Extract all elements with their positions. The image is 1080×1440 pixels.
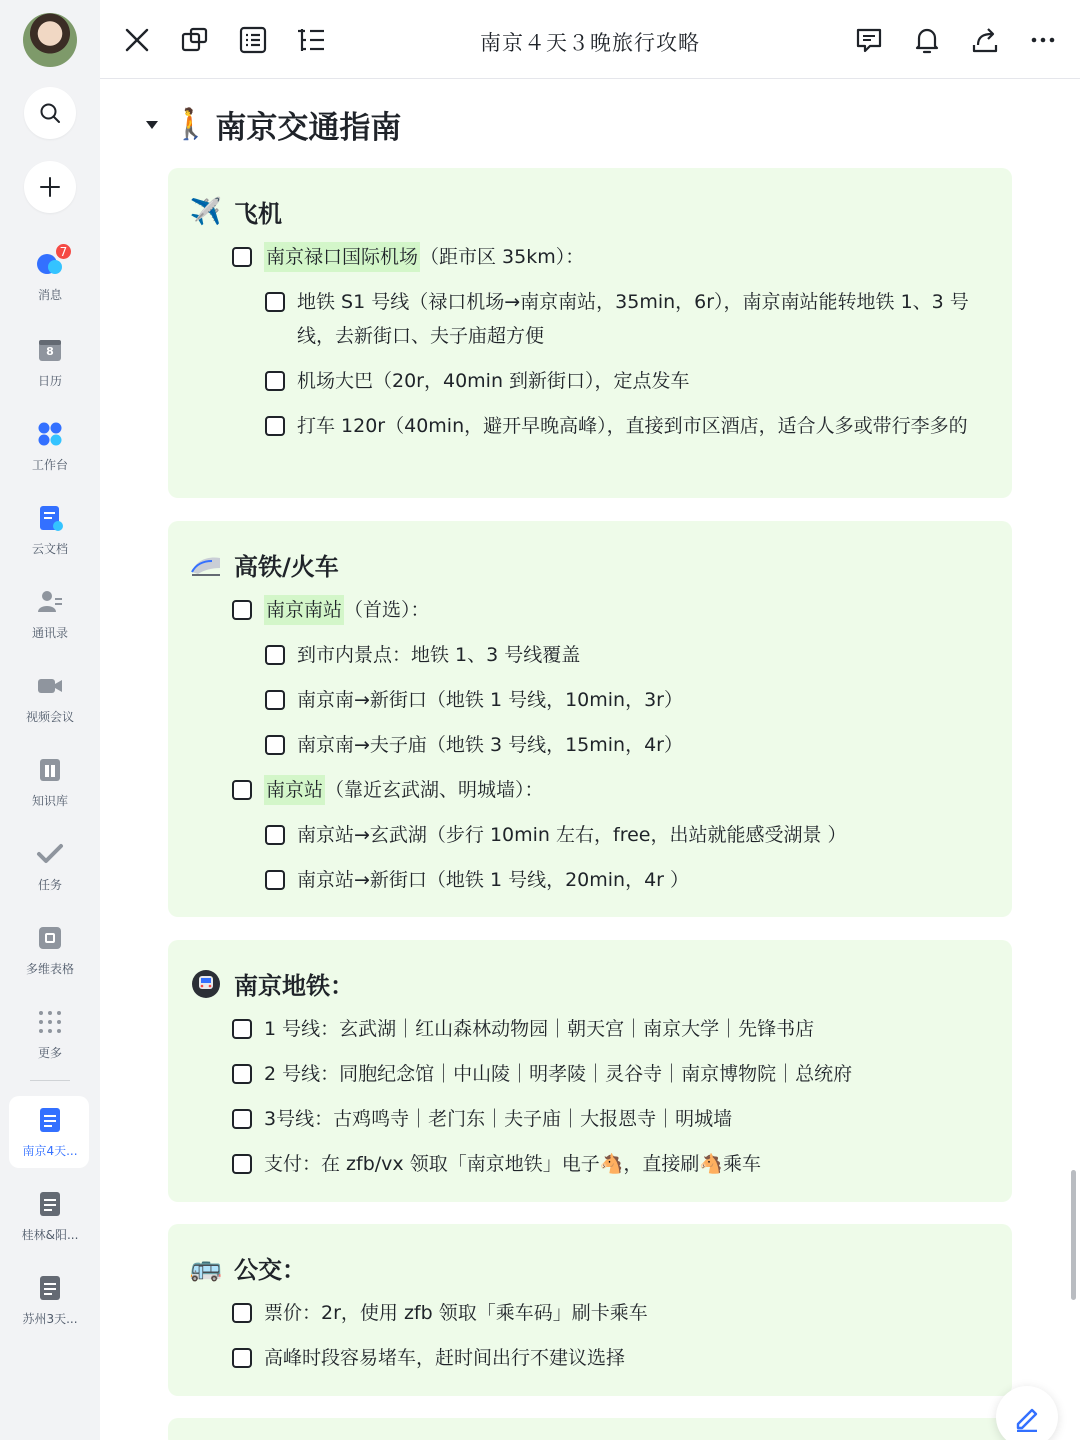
callout-title: 高铁/火车 <box>190 547 339 582</box>
bullet-train-icon <box>190 549 222 581</box>
video-camera-icon <box>36 672 64 700</box>
add-button[interactable] <box>24 161 76 213</box>
sidebar-item-tasks[interactable] <box>0 840 100 893</box>
sidebar-item-contacts[interactable] <box>0 588 100 641</box>
sidebar-item-messages[interactable] <box>0 244 100 303</box>
todo-checkbox[interactable] <box>265 371 285 391</box>
todo-checkbox[interactable] <box>265 690 285 710</box>
sidebar-item-more[interactable] <box>0 1008 100 1061</box>
todo-checkbox[interactable] <box>265 416 285 436</box>
todo-item: 到市内景点：地铁 1、3 号线覆盖 <box>265 638 995 672</box>
outline-button[interactable] <box>235 22 271 58</box>
sidebar-item-calendar[interactable] <box>0 336 100 389</box>
walking-person-icon: 🚶 <box>172 107 210 142</box>
pencil-icon <box>1012 1402 1042 1432</box>
close-icon <box>124 27 150 53</box>
todo-item: 2 号线：同胞纪念馆｜中山陵｜明孝陵｜灵谷寺｜南京博物院｜总统府 <box>232 1057 992 1091</box>
sidebar-item-docs[interactable] <box>0 504 100 557</box>
todo-checkbox[interactable] <box>232 1064 252 1084</box>
heading-text: 南京交通指南 <box>215 110 402 146</box>
sidebar-item-workplace[interactable] <box>0 420 100 473</box>
calendar-icon: 8 <box>36 336 64 364</box>
sidebar-item-wiki[interactable] <box>0 756 100 809</box>
sidebar-divider <box>30 1080 70 1081</box>
sidebar-item-label: 南京4天... <box>22 1144 78 1158</box>
new-window-icon <box>180 25 210 55</box>
sidebar-item-video-meeting[interactable] <box>0 672 100 725</box>
sidebar-item-label: 知识库 <box>31 794 68 808</box>
more-grid-icon <box>36 1008 64 1036</box>
todo-item: 3号线：古鸡鸣寺｜老门东｜夫子庙｜大报恩寺｜明城墙 <box>232 1102 992 1136</box>
sidebar-item-label: 多维表格 <box>25 962 74 976</box>
callout-title: 南京地铁： <box>190 966 354 1001</box>
todo-checkbox[interactable] <box>232 247 252 267</box>
todo-item: 支付：在 zfb/vx 领取「南京地铁」电子🐴，直接刷🐴乘车 <box>232 1147 992 1181</box>
sidebar-item-label: 桂林&阳... <box>21 1228 79 1242</box>
collapse-caret-icon[interactable] <box>146 121 158 129</box>
recent-doc-nanjing[interactable] <box>0 1106 100 1159</box>
todo-checkbox[interactable] <box>232 1154 252 1174</box>
recent-doc-guilin[interactable] <box>0 1190 100 1243</box>
document-body <box>100 80 1080 1440</box>
contacts-icon <box>36 588 64 616</box>
apps-grid-icon <box>36 420 64 448</box>
todo-checkbox[interactable] <box>265 825 285 845</box>
sidebar-item-label: 云文档 <box>31 542 68 556</box>
todo-checkbox[interactable] <box>265 870 285 890</box>
todo-item: 南京南→夫子庙（地铁 3 号线，15min，4r） <box>265 728 995 762</box>
document-icon <box>36 1190 64 1218</box>
ellipsis-icon <box>1028 25 1058 55</box>
todo-checkbox[interactable] <box>232 1109 252 1129</box>
todo-item: 南京站→新街口（地铁 1 号线，20min，4r ） <box>265 863 995 897</box>
unread-badge: 7 <box>54 242 73 261</box>
todo-item: 高峰时段容易堵车，赶时间出行不建议选择 <box>232 1341 992 1375</box>
sidebar-item-label: 任务 <box>37 878 62 892</box>
plus-icon <box>38 175 62 199</box>
airplane-icon: ✈️ <box>189 196 223 227</box>
todo-checkbox[interactable] <box>265 645 285 665</box>
todo-checkbox[interactable] <box>232 600 252 620</box>
comment-icon <box>854 25 884 55</box>
tree-list-icon <box>296 25 326 55</box>
search-button[interactable] <box>24 87 76 139</box>
todo-item: 机场大巴（20r，40min 到新街口），定点发车 <box>265 364 995 398</box>
todo-item: 南京南→新街口（地铁 1 号线，10min，3r） <box>265 683 995 717</box>
sidebar-item-label: 日历 <box>37 374 62 388</box>
new-window-button[interactable] <box>177 22 213 58</box>
todo-checkbox[interactable] <box>232 1019 252 1039</box>
edit-button[interactable] <box>996 1386 1058 1440</box>
callout-title: ✈️ 飞机 <box>189 196 282 228</box>
callout-title: 🚌 公交： <box>189 1252 306 1284</box>
callout-next <box>168 1418 1012 1440</box>
sidebar-item-label: 视频会议 <box>25 710 74 724</box>
recent-doc-suzhou[interactable] <box>0 1274 100 1327</box>
callout-bus <box>168 1224 1012 1396</box>
avatar[interactable] <box>23 13 77 67</box>
todo-item: 南京南站 （首选）： <box>232 593 992 627</box>
section-heading[interactable] <box>146 102 401 147</box>
todo-checkbox[interactable] <box>265 735 285 755</box>
todo-item: 打车 120r（40min，避开早晚高峰），直接到市区酒店，适合人多或带行李多的 <box>265 409 995 443</box>
check-icon <box>36 840 64 868</box>
list-view-icon <box>238 25 268 55</box>
top-toolbar <box>100 0 1080 79</box>
document-icon <box>36 1274 64 1302</box>
search-icon <box>38 101 62 125</box>
sidebar <box>0 0 100 1440</box>
knowledge-base-icon <box>36 756 64 784</box>
todo-item: 南京禄口国际机场 （距市区 35km）： <box>232 240 992 274</box>
scrollbar[interactable] <box>1071 1170 1076 1300</box>
comments-button[interactable] <box>851 22 887 58</box>
callout-metro <box>168 940 1012 1202</box>
table-of-contents-button[interactable] <box>293 22 329 58</box>
todo-checkbox[interactable] <box>265 292 285 312</box>
bus-icon: 🚌 <box>189 1252 223 1283</box>
todo-item: 南京站 （靠近玄武湖、明城墙）： <box>232 773 992 807</box>
todo-item: 1 号线：玄武湖｜红山森林动物园｜朝天宫｜南京大学｜先锋书店 <box>232 1012 992 1046</box>
more-options-button[interactable] <box>1025 22 1061 58</box>
callout-plane <box>168 168 1012 498</box>
sidebar-item-label: 消息 <box>37 288 62 302</box>
todo-item: 票价：2r，使用 zfb 领取「乘车码」刷卡乘车 <box>232 1296 992 1330</box>
document-title: 南京４天３晚旅行攻略 <box>480 31 700 55</box>
sidebar-item-label: 苏州3天... <box>22 1312 78 1326</box>
cloud-doc-icon <box>36 504 64 532</box>
chat-icon <box>36 244 68 278</box>
sidebar-item-base[interactable] <box>0 924 100 977</box>
sidebar-item-label: 更多 <box>37 1046 62 1060</box>
metro-icon <box>190 968 222 1000</box>
bell-icon <box>912 25 942 55</box>
todo-checkbox[interactable] <box>232 1303 252 1323</box>
document-icon <box>36 1106 64 1134</box>
todo-item: 地铁 S1 号线（禄口机场→南京南站，35min，6r），南京南站能转地铁 1、3 号线，去新街口、夫子庙超方便 <box>265 285 995 353</box>
close-button[interactable] <box>119 22 155 58</box>
todo-checkbox[interactable] <box>232 1348 252 1368</box>
share-button[interactable] <box>967 22 1003 58</box>
callout-train <box>168 521 1012 917</box>
share-icon <box>970 25 1000 55</box>
notifications-button[interactable] <box>909 22 945 58</box>
multi-table-icon <box>36 924 64 952</box>
todo-checkbox[interactable] <box>232 780 252 800</box>
todo-item: 南京站→玄武湖（步行 10min 左右，free，出站就能感受湖景 ） <box>265 818 995 852</box>
sidebar-item-label: 通讯录 <box>31 626 68 640</box>
sidebar-item-label: 工作台 <box>31 458 68 472</box>
